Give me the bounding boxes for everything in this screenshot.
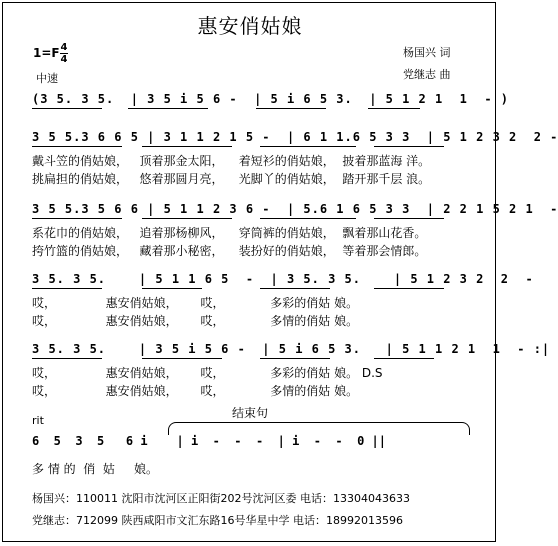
notation-row: 3 5. 3 5. | 5 1 1 6 5 - | 3 5. 3 5. | 5 1 2 3 2 2 - [32, 272, 534, 286]
notation-row: (3 5. 3 5. | 3 5 i 5 6 - | 5 i 6 5 3. | 5 1 2 1 1 - ) [32, 92, 510, 106]
tempo-marking: 中速 [36, 72, 58, 85]
notation-row: 3 5 5.3 6 6 5 | 3 1 1 2 1 5 - | 6 1 1.6 5 3 3 | 5 1 2 3 2 2 - [32, 130, 558, 144]
beat-underline [374, 218, 444, 219]
composer-credit: 党继志 曲 [403, 68, 451, 81]
beat-underline [256, 108, 326, 109]
song-title: 惠安俏姑娘 [197, 14, 303, 38]
beat-underline [32, 218, 122, 219]
beat-underline [32, 146, 122, 147]
beat-underline [374, 288, 444, 289]
beat-underline [374, 146, 444, 147]
lyric-row-2: 挑扁担的俏姑娘， 悠着那圆月亮， 光脚丫的俏姑娘， 踏开那千层 浪。 [32, 172, 431, 186]
beat-underline [374, 358, 434, 359]
beat-underline [128, 108, 208, 109]
beat-underline [260, 358, 330, 359]
final-lyric-row: 多 情 的 俏 姑 娘。 [32, 462, 158, 476]
final-notation-row: 6 5 3 5 6 i | i - - - | i - - 0 || [32, 434, 387, 448]
beat-underline [32, 108, 102, 109]
beat-underline [142, 218, 232, 219]
lyric-row-1: 哎， 惠安俏姑娘， 哎， 多彩的俏姑 娘。 [32, 296, 359, 310]
time-signature [60, 42, 68, 65]
beat-underline [142, 146, 232, 147]
beat-underline [368, 108, 420, 109]
beat-underline [260, 218, 356, 219]
time-signature-top: 4 [60, 42, 68, 53]
beat-underline [32, 288, 102, 289]
ending-label: 结束句 [232, 406, 269, 420]
lyric-row-2: 哎， 惠安俏姑娘， 哎， 多情的俏姑 娘。 [32, 384, 359, 398]
notation-row: 3 5. 3 5. | 3 5 i 5 6 - | 5 i 6 5 3. | 5 1 1 2 1 1 - :| [32, 342, 551, 356]
beat-underline [142, 288, 202, 289]
contact-composer: 党继志：712099 陕西咸阳市文汇东路16号华星中学 电话：18992013596 [32, 514, 403, 527]
lyric-row-1: 哎， 惠安俏姑娘， 哎， 多彩的俏姑 娘。 D.S [32, 366, 383, 380]
ritardando-mark: rit [32, 414, 44, 427]
lyricist-credit: 杨国兴 词 [403, 46, 451, 59]
key-signature: 1=F [33, 46, 60, 60]
beat-underline [32, 358, 102, 359]
lyric-row-2: 哎， 惠安俏姑娘， 哎， 多情的俏姑 娘。 [32, 314, 359, 328]
lyric-row-2: 挎竹篮的俏姑娘， 藏着那小秘密， 装扮好的俏姑娘， 等着那会情郎。 [32, 244, 427, 258]
beat-underline [260, 146, 356, 147]
notation-row: 3 5 5.3 5 6 6 | 5 1 1 2 3 6 - | 5.6 1 6 5 3 3 | 2 2 1 5 2 1 - [32, 202, 558, 216]
beat-underline [142, 358, 222, 359]
contact-lyricist: 杨国兴：110011 沈阳市沈河区正阳街202号沈河区委 电话：13304043633 [32, 492, 410, 505]
lyric-row-1: 系花巾的俏姑娘， 追着那杨柳风， 穿筒裤的俏姑娘， 飘着那山花香。 [32, 226, 427, 240]
beat-underline [260, 288, 330, 289]
lyric-row-1: 戴斗笠的俏姑娘， 顶着那金太阳， 着短衫的俏姑娘， 披着那蓝海 洋。 [32, 154, 431, 168]
time-signature-bottom: 4 [60, 54, 68, 65]
